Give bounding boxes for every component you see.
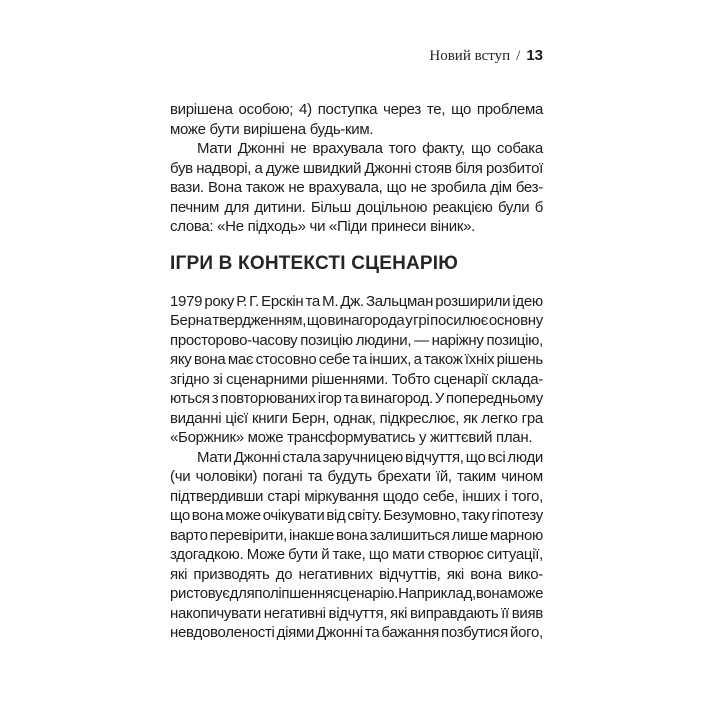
text-line: накопичувати негативні відчуття, які виправдають її вияв bbox=[170, 604, 543, 622]
text-line: Мати Джонні стала заручницею відчуття, що всі люди bbox=[197, 448, 543, 466]
body-text bbox=[170, 100, 543, 643]
paragraph bbox=[170, 100, 543, 139]
paragraph bbox=[170, 139, 543, 237]
book-page bbox=[170, 48, 543, 643]
text-line: що вона може очікувати від світу. Безумовно, таку гіпотезу bbox=[170, 507, 543, 524]
text-line: просторово-часову позицію людини, — наріжну позицію, bbox=[170, 331, 543, 349]
text-line: варто перевірити, інакше вона залишиться лише марною bbox=[170, 526, 543, 544]
text-line: (чи чоловіки) погані та будуть брехати їй, таким чином bbox=[170, 468, 543, 485]
text-line: був надворі, а дуже швидкий Джонні стояв біля розбитої bbox=[170, 159, 543, 177]
text-line: Берна твердженням, що винагорода у грі посилює основну bbox=[170, 312, 543, 329]
text-line: може бути вирішена будь-ким. bbox=[170, 120, 374, 138]
text-line: «Боржник» може трансформуватись у життєвий план. bbox=[170, 429, 533, 446]
text-line: ються з повторюваних ігор та винагород. У попередньому bbox=[170, 390, 543, 407]
text-line: слова: «Не підходь» чи «Піди принеси віник». bbox=[170, 218, 476, 235]
running-title: Новий вступ bbox=[429, 48, 511, 64]
text-line: 1979 року Р. Г. Ерскін та М. Дж. Зальцман розширили ідею bbox=[170, 292, 543, 310]
text-line: вирішена особою; 4) поступка через те, що проблема bbox=[170, 101, 543, 118]
text-line: ристовує для поліпшення сценарію. Наприклад, вона може bbox=[170, 585, 544, 602]
text-line: печним для дитини. Більш доцільною реакцією були б bbox=[170, 198, 543, 216]
section-heading: ІГРИ В КОНТЕКСТІ СЦЕНАРІЮ bbox=[170, 252, 459, 274]
text-line: невдоволеності діями Джонні та бажання позбутися його, bbox=[170, 624, 543, 641]
text-line: яку вона має стосовно себе та інших, а також їхніх рішень bbox=[170, 351, 543, 368]
text-line: Мати Джонні не врахувала того факту, що собака bbox=[197, 140, 543, 157]
text-line: підтвердивши старі міркування щодо себе, інших і того, bbox=[170, 487, 543, 505]
page-number: 13 bbox=[526, 47, 543, 64]
paragraph bbox=[170, 448, 543, 643]
header-separator: / bbox=[516, 48, 521, 64]
text-line: вази. Вона також не врахувала, що не зробила дім без- bbox=[170, 179, 543, 196]
page-header bbox=[170, 48, 543, 64]
text-line: здогадкою. Може бути й таке, що мати створює ситуації, bbox=[170, 546, 543, 563]
text-line: які призводять до негативних відчуттів, які вона вико- bbox=[170, 565, 543, 583]
paragraph bbox=[170, 292, 543, 448]
text-line: згідно зі сценарними рішеннями. Тобто сценарії склада- bbox=[170, 370, 543, 388]
text-line: виданні цієї книги Берн, однак, підкреслює, як легко гра bbox=[170, 409, 543, 427]
